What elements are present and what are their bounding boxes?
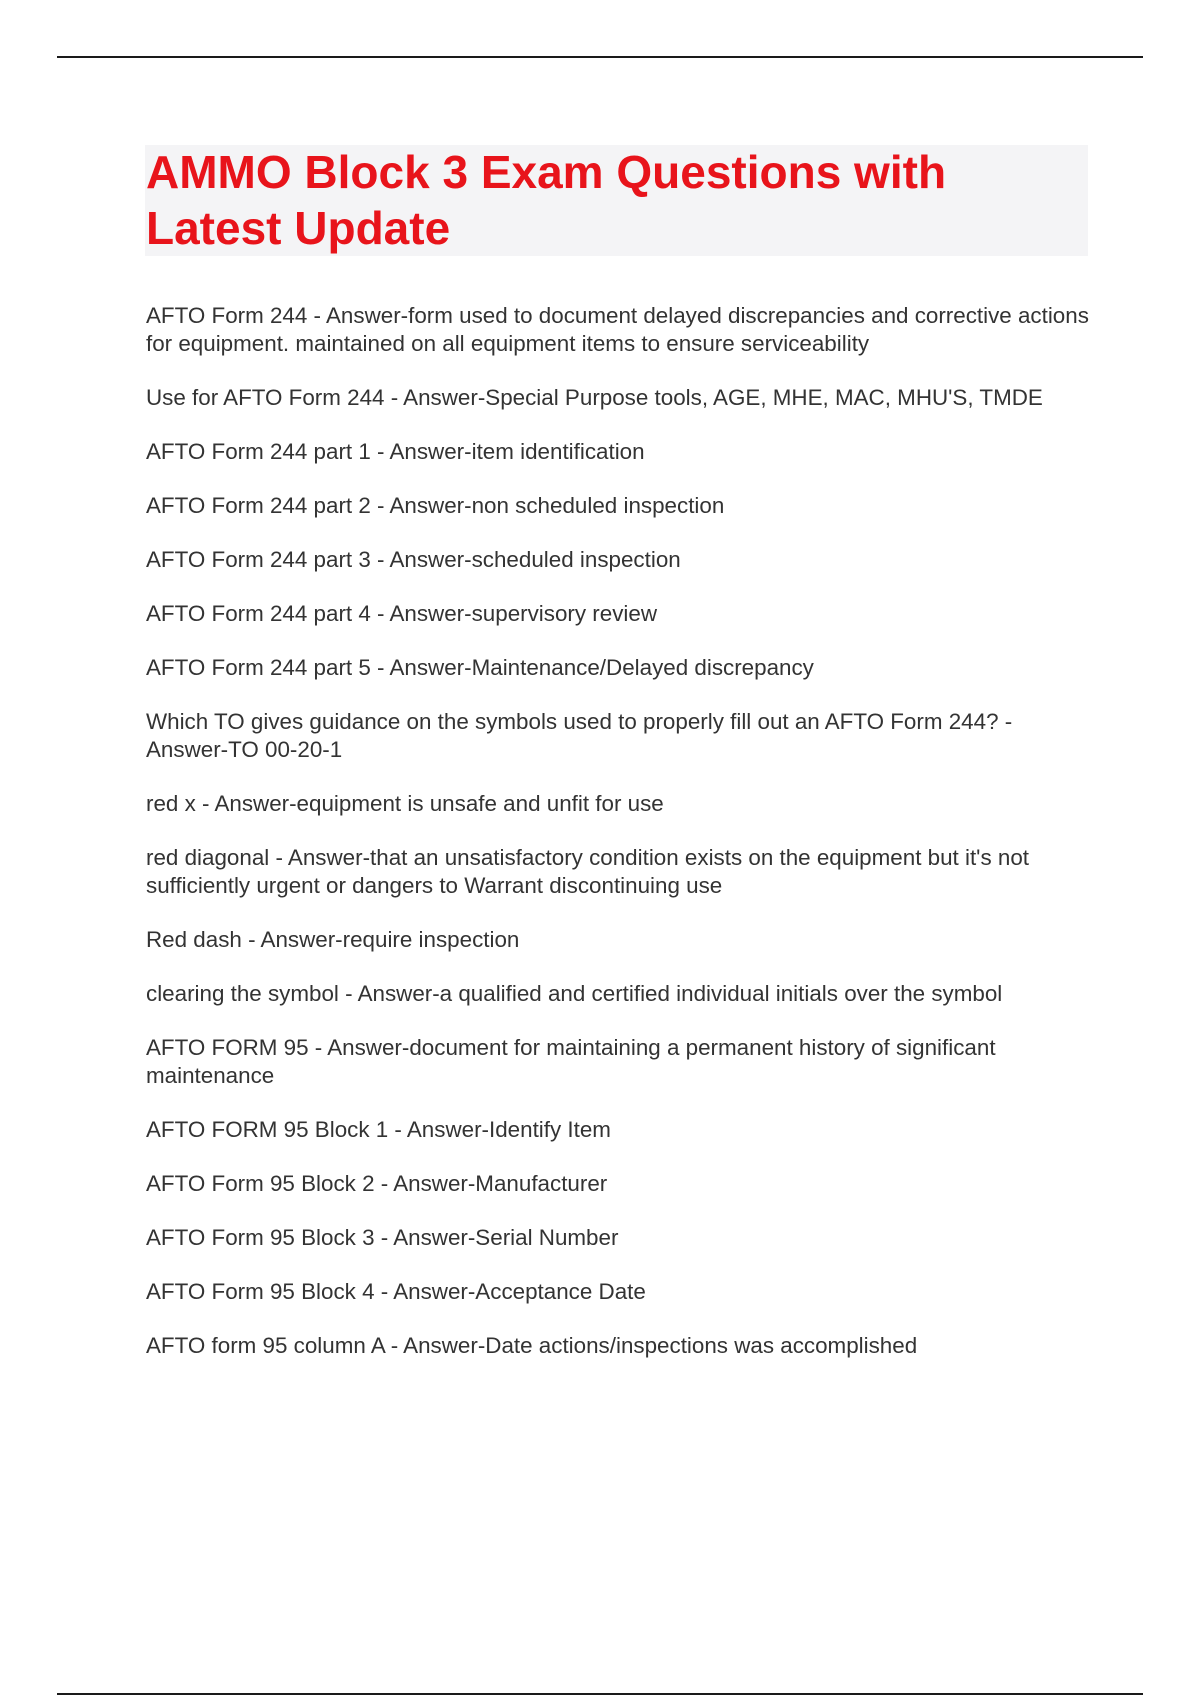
document-title: AMMO Block 3 Exam Questions with Latest Update — [146, 146, 947, 254]
qa-item: AFTO FORM 95 - Answer-document for maintaining a permanent history of significant maintenance — [146, 1035, 996, 1088]
qa-item: AFTO Form 95 Block 4 - Answer-Acceptance Date — [146, 1279, 646, 1304]
qa-item: red x - Answer-equipment is unsafe and unfit for use — [146, 791, 664, 816]
qa-item: AFTO Form 95 Block 3 - Answer-Serial Number — [146, 1225, 619, 1250]
qa-item: AFTO form 95 column A - Answer-Date actions/inspections was accomplished — [146, 1333, 918, 1358]
qa-item: AFTO Form 244 part 3 - Answer-scheduled inspection — [146, 547, 681, 572]
qa-item: AFTO Form 244 part 5 - Answer-Maintenance/Delayed discrepancy — [146, 655, 814, 680]
bottom-rule — [57, 1693, 1143, 1695]
qa-item: red diagonal - Answer-that an unsatisfactory condition exists on the equipment but it's not sufficiently urgent or dangers to Warrant discontinuing use — [146, 845, 1029, 898]
qa-item: AFTO Form 244 part 2 - Answer-non scheduled inspection — [146, 493, 725, 518]
qa-item: AFTO Form 95 Block 2 - Answer-Manufacturer — [146, 1171, 608, 1196]
qa-item: Which TO gives guidance on the symbols used to properly fill out an AFTO Form 244? - Answer-TO 00-20-1 — [146, 709, 1013, 762]
qa-item: AFTO Form 244 - Answer-form used to document delayed discrepancies and corrective actions for equipment. maintained on all equipment items to ensure serviceability — [146, 303, 1089, 356]
qa-item: Red dash - Answer-require inspection — [146, 927, 520, 952]
qa-item: clearing the symbol - Answer-a qualified and certified individual initials over the symbol — [146, 981, 1003, 1006]
qa-list — [146, 302, 1091, 1386]
qa-item: AFTO Form 244 part 1 - Answer-item identification — [146, 439, 645, 464]
top-rule — [57, 56, 1143, 58]
qa-item: AFTO Form 244 part 4 - Answer-supervisory review — [146, 601, 657, 626]
qa-item: Use for AFTO Form 244 - Answer-Special Purpose tools, AGE, MHE, MAC, MHU'S, TMDE — [146, 385, 1043, 410]
qa-item: AFTO FORM 95 Block 1 - Answer-Identify Item — [146, 1117, 611, 1142]
